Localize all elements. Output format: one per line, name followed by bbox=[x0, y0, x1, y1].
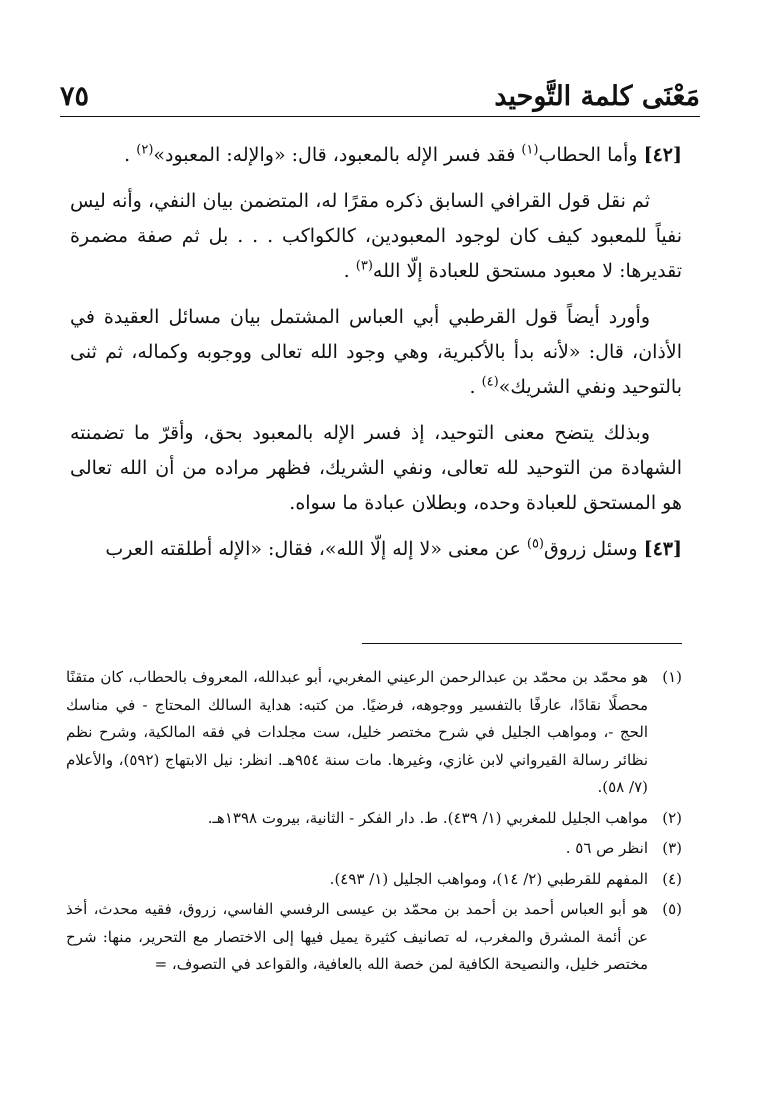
paragraph-42 bbox=[70, 138, 682, 173]
footnote-ref: (٢) bbox=[136, 142, 154, 158]
footnote-text: هو أبو العباس أحمد بن أحمد بن محمّد بن عيسى الرفسي الفاسي، زروق، فقيه محدث، أخذ عن أئمة المشرق والمغرب، له تصانيف كثيرة يميل فيها إلى الاختصار مع التحرير، منها: شرح مختصر خليل، والنصيحة الكافية لمن خصة الله بالعافية، والقواعد في التصوف، = bbox=[66, 900, 648, 973]
paragraph-text: . bbox=[343, 260, 350, 282]
paragraph-text: عن معنى «لا إله إلّا الله»، فقال: «الإله أطلقته العرب bbox=[105, 538, 521, 560]
footnote-text: انظر ص ٥٦ . bbox=[565, 839, 648, 857]
section-number: [٤٣] bbox=[643, 538, 682, 560]
paragraph-text: وبذلك يتضح معنى التوحيد، إذ فسر الإله بالمعبود بحق، وأقرّ ما تضمنته الشهادة من التوحيد لله تعالى، ونفي الشريك، فظهر مراده من أن الله تعالى هو المستحق للعبادة وحده، وبطلان عبادة ما سواه. bbox=[70, 422, 682, 514]
paragraph-text: . bbox=[124, 144, 131, 166]
footnote-number: (٣) bbox=[662, 839, 682, 857]
footnote bbox=[66, 866, 682, 894]
paragraph-text: وسئل زروق bbox=[544, 538, 638, 560]
footnote-text: مواهب الجليل للمغربي (١/ ٤٣٩). ط. دار الفكر - الثانية، بيروت ١٣٩٨هـ. bbox=[207, 808, 648, 827]
page-number: ٧٥ bbox=[60, 81, 90, 112]
footnote-text: المفهم للقرطبي (٢/ ١٤)، ومواهب الجليل (١/ ٤٩٣). bbox=[329, 869, 648, 888]
footnote bbox=[66, 835, 682, 863]
paragraph-qarafi bbox=[70, 184, 682, 289]
footnote-number: (٢) bbox=[662, 808, 682, 827]
running-header bbox=[60, 72, 700, 117]
paragraph-conclusion bbox=[70, 416, 682, 521]
footnote-number: (١) bbox=[662, 668, 682, 686]
paragraph-qurtubi bbox=[70, 300, 682, 405]
footnote-text: هو محمّد بن محمّد بن عبدالرحمن الرعيني المغربي، أبو عبدالله، المعروف بالحطاب، كان متقنًا محصلًا نقادًا، عارفًا بالتفسير ووجوهه، فرضيًا. من كتبه: هداية السالك المحتاج - في مناسك الحج -، ومواهب الجليل في شرح مختصر خليل، ست مجلدات في فقه المالكية، وشرح نظم نظائر رسالة القيرواني لابن غازي، وغيرها. مات سنة ٩٥٤هـ. انظر: نيل الابتهاج (٥٩٢)، والأعلام (٧/ ٥٨). bbox=[66, 668, 648, 796]
section-number: [٤٢] bbox=[643, 144, 682, 166]
footnote-ref: (١) bbox=[521, 142, 539, 158]
footnote bbox=[66, 664, 682, 802]
paragraph-text: فقد فسر الإله بالمعبود، قال: «والإله: المعبود» bbox=[153, 144, 516, 166]
footnote bbox=[66, 896, 682, 979]
paragraph-43 bbox=[70, 532, 682, 567]
footnotes bbox=[66, 664, 682, 982]
footnote-ref: (٣) bbox=[355, 258, 373, 274]
footnote-ref: (٤) bbox=[481, 374, 499, 390]
running-title: مَعْنَى كلمة التَّوحيد bbox=[494, 81, 700, 112]
footnote-number: (٥) bbox=[662, 900, 682, 918]
paragraph-text: ثم نقل قول القرافي السابق ذكره مقرًا له، المتضمن بيان النفي، وأنه ليس نفياً للمعبود كيف كان لوجود المعبودين، كالكواكب . . . بل ثم صفة مضمرة تقديرها: لا معبود مستحق للعبادة إلّا الله bbox=[70, 190, 682, 282]
paragraph-text: . bbox=[469, 376, 476, 398]
paragraph-text: وأما الحطاب bbox=[538, 144, 638, 166]
paragraph-text: وأورد أيضاً قول القرطبي أبي العباس المشتمل بيان مسائل العقيدة في الأذان، قال: «لأنه بدأ بالأكبرية، وهي وجود الله تعالى ووجوبه وكماله، ثم ثنى بالتوحيد ونفي الشريك» bbox=[70, 306, 682, 398]
footnote-number: (٤) bbox=[662, 869, 682, 888]
main-text bbox=[70, 138, 682, 578]
footnote bbox=[66, 805, 682, 833]
footnote-ref: (٥) bbox=[526, 536, 544, 552]
footnote-separator bbox=[362, 643, 682, 644]
